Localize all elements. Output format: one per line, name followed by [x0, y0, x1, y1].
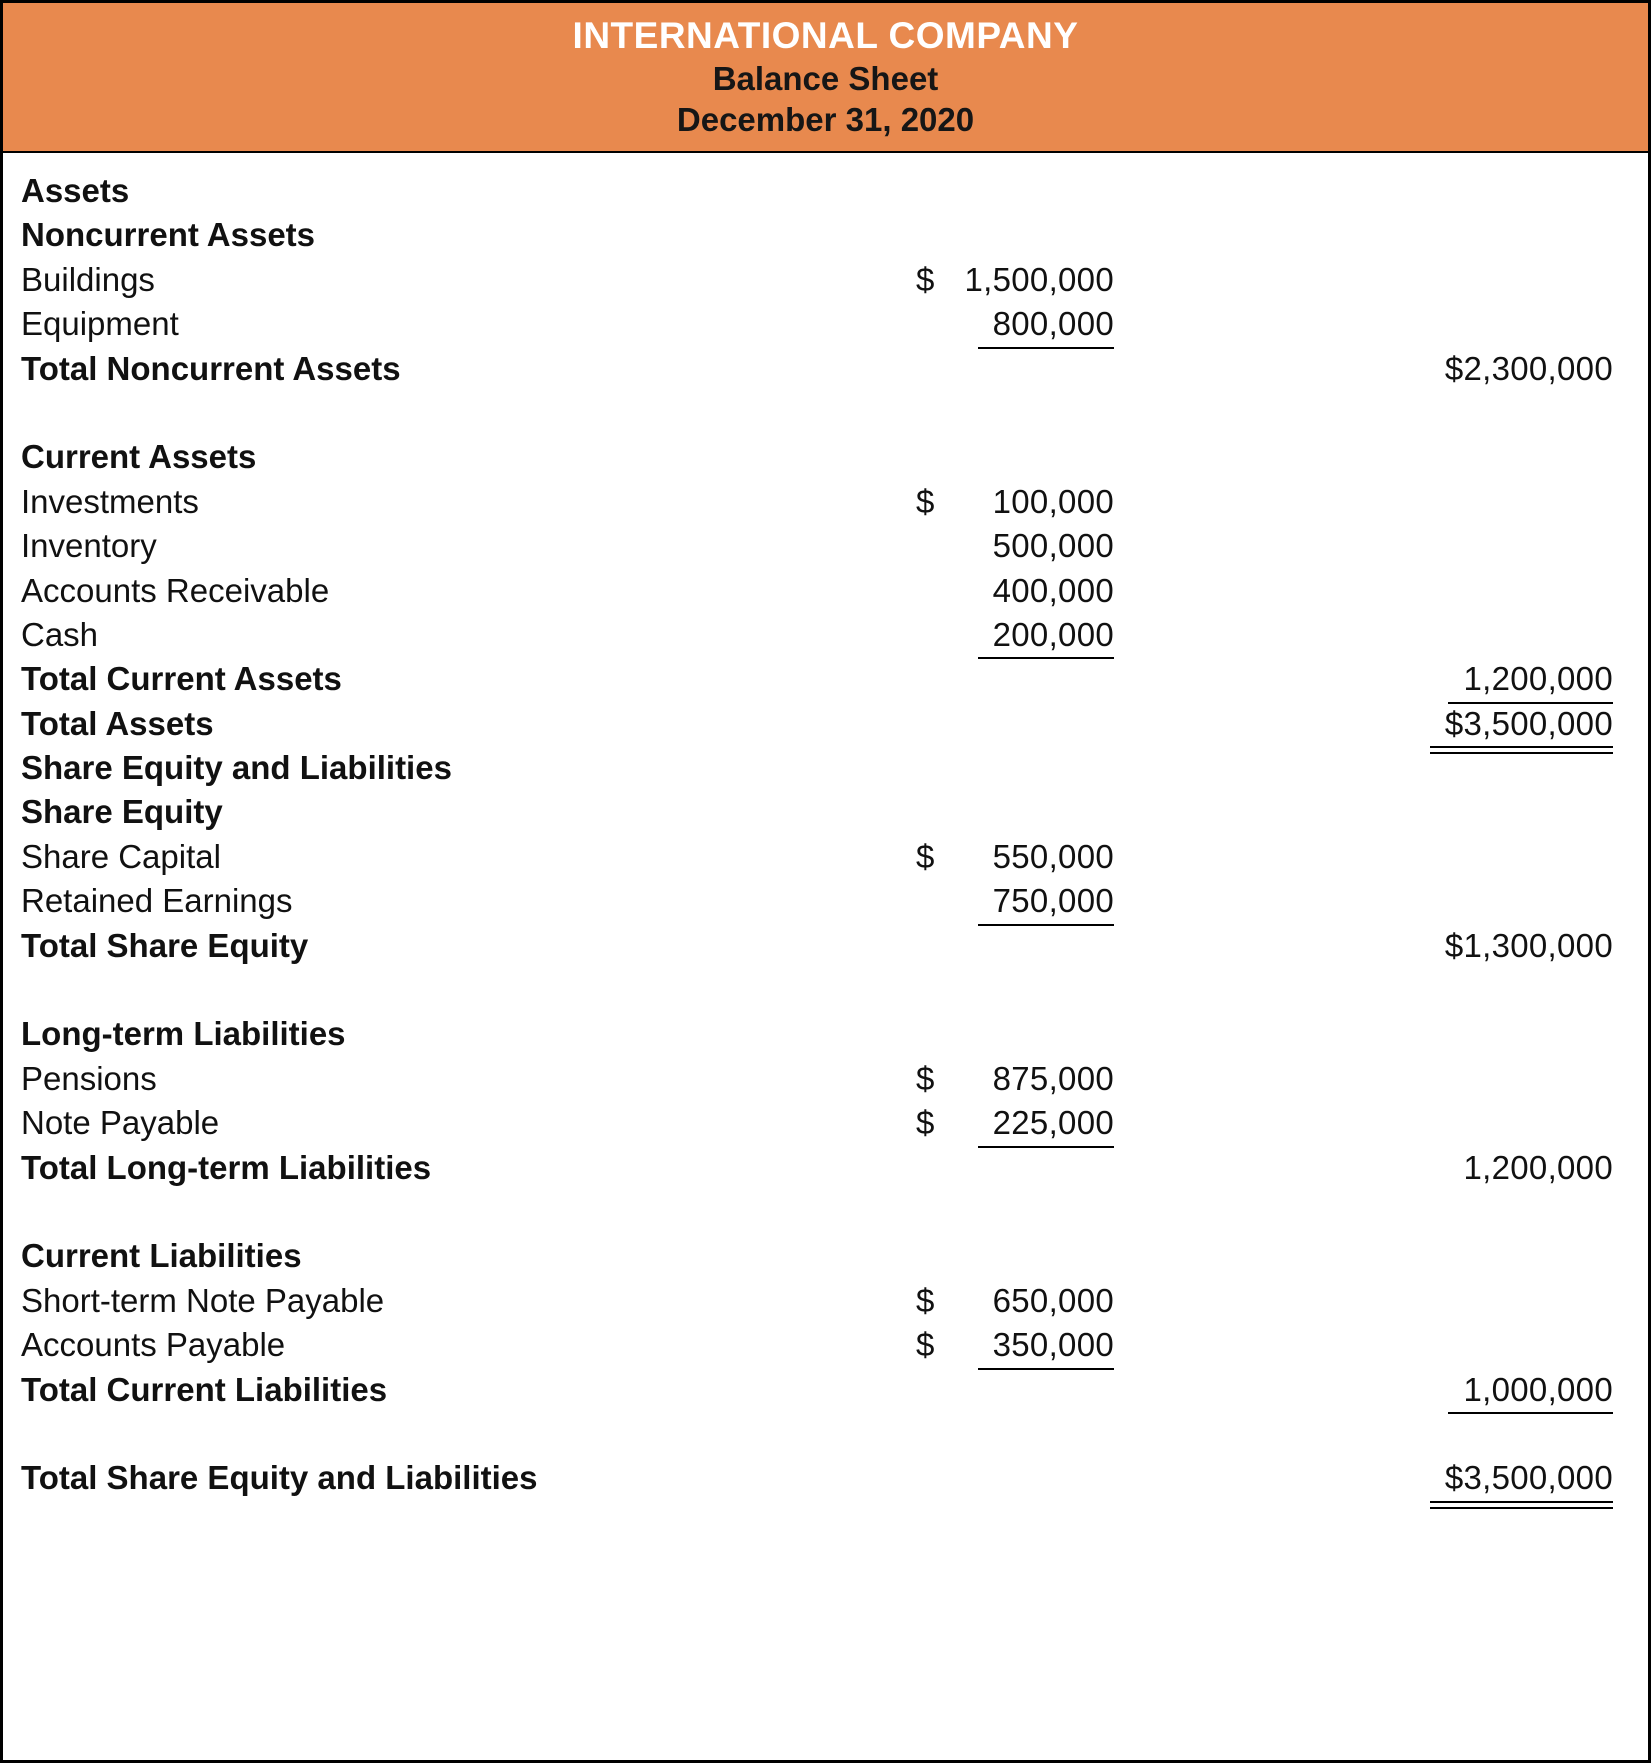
- dollar-sign: $: [916, 1104, 935, 1142]
- line-item-row: [21, 924, 1613, 968]
- report-title: Balance Sheet: [712, 60, 939, 97]
- amount-column-inner: [916, 347, 1114, 391]
- line-item-label: Accounts Receivable: [21, 571, 330, 609]
- amount-column-total: [1114, 524, 1613, 568]
- line-item-label: Share Equity: [21, 793, 223, 831]
- dollar-sign: $: [916, 1326, 935, 1364]
- line-item-label: Accounts Payable: [21, 1326, 286, 1364]
- line-item-label: Total Long-term Liabilities: [21, 1148, 432, 1186]
- line-item-label: Short-term Note Payable: [21, 1281, 385, 1319]
- amount-column-total: [1114, 1323, 1613, 1367]
- dollar-sign: $: [916, 1059, 935, 1097]
- amount-column-total: [1114, 480, 1613, 524]
- amount-column-inner: [916, 1057, 1114, 1101]
- amount-column-inner: [916, 613, 1114, 657]
- company-name: INTERNATIONAL COMPANY: [572, 15, 1079, 56]
- amount-column-total: [1114, 613, 1613, 657]
- amount-column-total: [1114, 790, 1613, 834]
- amount-column-inner: [916, 302, 1114, 346]
- line-item-row: [21, 480, 1613, 524]
- total-value: $1,300,000: [1444, 926, 1613, 964]
- line-item-row: [21, 1368, 1613, 1412]
- line-item-row: [21, 1234, 1613, 1278]
- amount-value: 1,500,000: [964, 260, 1114, 298]
- amount-column-inner: [916, 657, 1114, 701]
- line-item-row: [21, 613, 1613, 657]
- amount-column-total: [1114, 435, 1613, 479]
- dollar-sign: $: [916, 1281, 935, 1319]
- amount-column-total: [1114, 1456, 1613, 1500]
- amount-column-inner: [916, 1101, 1114, 1145]
- line-item-label: Total Current Assets: [21, 660, 342, 698]
- amount-column-inner: [916, 790, 1114, 834]
- spacer-row: [21, 1412, 1613, 1456]
- amount-column-inner: [916, 746, 1114, 790]
- amount-column-inner: [916, 702, 1114, 746]
- line-item-row: [21, 1146, 1613, 1190]
- line-item-label: Total Assets: [21, 704, 214, 742]
- line-item-label: Current Liabilities: [21, 1237, 302, 1275]
- line-item-label: Assets: [21, 172, 130, 209]
- amount-value: 225,000: [978, 1101, 1114, 1147]
- line-item-label: Total Share Equity and Liabilities: [21, 1459, 538, 1497]
- amount-column-total: [1114, 1057, 1613, 1101]
- amount-column-total: [1114, 879, 1613, 923]
- line-item-label: Share Equity and Liabilities: [21, 749, 452, 787]
- line-item-label: Cash: [21, 615, 99, 653]
- line-item-label: Noncurrent Assets: [21, 216, 316, 254]
- line-item-label: Note Payable: [21, 1104, 220, 1142]
- sheet-header: [3, 3, 1648, 153]
- amount-column-total: [1114, 1234, 1613, 1278]
- amount-value: 875,000: [992, 1059, 1114, 1097]
- amount-column-inner: [916, 524, 1114, 568]
- amount-column-inner: [916, 1146, 1114, 1190]
- line-item-label: Total Current Liabilities: [21, 1370, 388, 1408]
- amount-column-inner: [916, 1323, 1114, 1367]
- line-item-row: [21, 657, 1613, 701]
- amount-column-inner: [916, 258, 1114, 302]
- amount-column-inner: [916, 1234, 1114, 1278]
- line-item-row: [21, 746, 1613, 790]
- amount-column-total: [1114, 1279, 1613, 1323]
- line-item-row: [21, 879, 1613, 923]
- line-item-row: [21, 435, 1613, 479]
- amount-column-inner: [916, 169, 1114, 213]
- line-item-row: [21, 1279, 1613, 1323]
- line-item-row: [21, 347, 1613, 391]
- amount-value: 350,000: [978, 1323, 1114, 1369]
- amount-column-inner: [916, 879, 1114, 923]
- line-item-label: Retained Earnings: [21, 882, 293, 920]
- amount-column-total: [1114, 1368, 1613, 1412]
- line-item-row: [21, 258, 1613, 302]
- amount-column-total: [1114, 213, 1613, 257]
- line-item-label: Share Capital: [21, 837, 221, 875]
- amount-column-total: [1114, 347, 1613, 391]
- amount-value: 800,000: [978, 302, 1114, 348]
- amount-value: 400,000: [992, 571, 1114, 609]
- amount-column-total: [1114, 1101, 1613, 1145]
- amount-value: 550,000: [992, 837, 1114, 875]
- line-item-row: [21, 524, 1613, 568]
- amount-column-inner: [916, 435, 1114, 479]
- line-item-row: [21, 169, 1613, 213]
- amount-column-total: [1114, 1146, 1613, 1190]
- line-item-label: Inventory: [21, 527, 157, 565]
- amount-column-inner: [916, 480, 1114, 524]
- line-items: [3, 153, 1648, 1501]
- total-value: 1,200,000: [1448, 657, 1613, 703]
- spacer-row: [21, 391, 1613, 435]
- line-item-row: [21, 213, 1613, 257]
- line-item-label: Pensions: [21, 1059, 157, 1097]
- amount-column-total: [1114, 835, 1613, 879]
- amount-column-inner: [916, 835, 1114, 879]
- amount-column-total: [1114, 302, 1613, 346]
- line-item-label: Total Noncurrent Assets: [21, 349, 401, 387]
- line-item-row: [21, 790, 1613, 834]
- line-item-row: [21, 1323, 1613, 1367]
- total-value: $3,500,000: [1430, 1456, 1613, 1502]
- dollar-sign: $: [916, 482, 935, 520]
- amount-column-total: [1114, 702, 1613, 746]
- total-value: $2,300,000: [1444, 349, 1613, 387]
- total-value: 1,200,000: [1463, 1148, 1613, 1186]
- line-item-row: [21, 1101, 1613, 1145]
- line-item-row: [21, 1012, 1613, 1056]
- line-item-label: Buildings: [21, 260, 155, 298]
- total-value: $3,500,000: [1430, 702, 1613, 748]
- report-date: December 31, 2020: [676, 101, 975, 138]
- amount-column-total: [1114, 169, 1613, 213]
- amount-value: 750,000: [978, 879, 1114, 925]
- dollar-sign: $: [916, 260, 935, 298]
- line-item-label: Long-term Liabilities: [21, 1015, 346, 1053]
- spacer-row: [21, 1190, 1613, 1234]
- amount-value: 100,000: [992, 482, 1114, 520]
- line-item-row: [21, 569, 1613, 613]
- line-item-label: Current Assets: [21, 438, 257, 476]
- amount-column-inner: [916, 1368, 1114, 1412]
- line-item-row: [21, 1057, 1613, 1101]
- amount-column-inner: [916, 569, 1114, 613]
- amount-column-total: [1114, 657, 1613, 701]
- amount-column-inner: [916, 1456, 1114, 1500]
- amount-column-total: [1114, 1012, 1613, 1056]
- amount-column-inner: [916, 1279, 1114, 1323]
- line-item-label: Total Share Equity: [21, 926, 309, 964]
- amount-column-total: [1114, 569, 1613, 613]
- amount-column-total: [1114, 924, 1613, 968]
- total-value: 1,000,000: [1448, 1368, 1613, 1414]
- amount-column-inner: [916, 1012, 1114, 1056]
- amount-column-inner: [916, 924, 1114, 968]
- amount-value: 650,000: [992, 1281, 1114, 1319]
- line-item-row: [21, 302, 1613, 346]
- line-item-row: [21, 702, 1613, 746]
- amount-value: 200,000: [978, 613, 1114, 659]
- amount-value: 500,000: [992, 527, 1114, 565]
- line-item-label: Equipment: [21, 305, 179, 343]
- spacer-row: [21, 968, 1613, 1012]
- line-item-label: Investments: [21, 482, 199, 520]
- amount-column-total: [1114, 258, 1613, 302]
- amount-column-inner: [916, 213, 1114, 257]
- line-item-row: [21, 835, 1613, 879]
- dollar-sign: $: [916, 837, 935, 875]
- line-item-row: [21, 1456, 1613, 1500]
